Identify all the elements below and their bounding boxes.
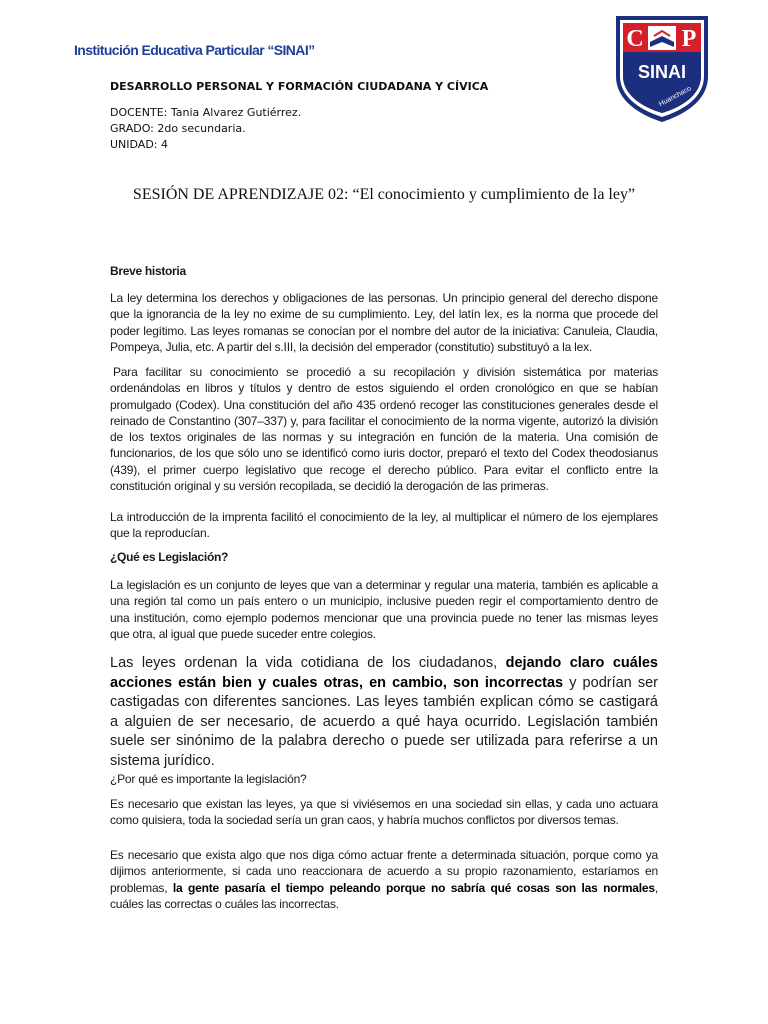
legislation-paragraph-2-bold: dejando claro cuáles acciones están bien y cuales otras, en cambio, son incorrectas [110,655,658,691]
logo-place: Huanchaco [658,85,693,109]
importance-heading: ¿Por qué es importante la legislación? [110,772,307,786]
importance-paragraph-2-bold: la gente pasaría el tiempo peleando porque no sabría qué cosas son las normales [172,880,655,895]
school-name: Institución Educativa Particular “SINAI” [74,42,315,58]
history-paragraph-1: La ley determina los derechos y obligaciones de las personas. Un principio general del derecho dispone que la ignorancia de la ley no exime de su cumplimiento. Ley, del latín lex, es la norma que procede del poder legítimo. Las leyes romanas se conocían por el nombre del autor de la iniciativa: Canuleia, Claudia, Pompeya, Julia, etc. A partir del s.III, la decisión del emperador (constitutio) substituyó a la lex. [110,291,658,354]
teacher-line: DOCENTE: Tania Alvarez Gutiérrez. [110,106,302,119]
history-paragraph-3: La introducción de la imprenta facilitó el conocimiento de la ley, al multiplicar el número de los ejemplares que la reproducían. [110,510,658,541]
unit-line: UNIDAD: 4 [110,138,168,151]
history-heading: Breve historia [110,264,186,278]
importance-paragraph-2-text-a: Es necesario que exista algo que nos diga cómo actuar frente a determinada situación, porque como ya dijimos anteriormente, si cada uno reaccionara de acuerdo a su propio razonamiento, estaríamos en problemas, [110,848,658,895]
session-title: SESIÓN DE APRENDIZAJE 02: “El conocimiento y cumplimiento de la ley” [132,186,636,203]
importance-paragraph-2 [110,847,658,912]
history-paragraph-2: Para facilitar su conocimiento se procedió a su recopilación y división sistemática por materias ordenándolas en libros y títulos y dentro de estos siguiendo el orden cronológico en que se habían promulgado (Codex). Una constitución del año 435 ordenó recoger las constituciones generales desde el reinado de Constantino (307–337) y, para facilitar el conocimiento de la norma vigente, autorizó la división de los textos originales de las normas y su integración en función de la materia. Una comisión de funcionarios, de los que sólo uno se identificó como iuris doctor, preparó el texto del Codex theodosianus (439), el primer cuerpo legislativo que recoge el derecho público. Para evitar el conflicto entre la constitución original y su versión recopilada, se decidió la derogación de las primeras. [110,365,658,494]
logo-letter-p: P [681,26,697,52]
importance-paragraph-2-text-b: , cuáles las correctas o cuáles las incorrectas. [110,880,659,911]
course-title: DESARROLLO PERSONAL Y FORMACIÓN CIUDADANA Y CÍVICA [110,80,489,93]
school-logo-icon [610,14,714,124]
grade-line: GRADO: 2do secundaria. [110,122,246,135]
legislation-paragraph-2-text-a: Las leyes ordenan la vida cotidiana de los ciudadanos, [110,655,506,671]
legislation-paragraph-1: La legislación es un conjunto de leyes que van a determinar y regular una materia, también es aplicable a una región tal como un país entero o un municipio, inclusive pueden regir el comportamiento dentro de una institución, como ejemplo podemos mencionar que una provincia puede no tener las mismas leyes que otra, al igual que puede suceder entre colegios. [110,578,658,641]
legislation-paragraph-2 [110,654,658,772]
legislation-paragraph-2-text-b: y podrían ser castigadas con diferentes sanciones. Las leyes también explican cómo se castigará a alguien de ser necesario, de acuerdo a qué haya ocurrido. Legislación también suele ser sinónimo de la palabra derecho o puede ser utilizada para referirse a un sistema jurídico. [110,674,658,769]
logo-letter-c: C [626,26,644,52]
importance-paragraph-1: Es necesario que existan las leyes, ya que si viviésemos en una sociedad sin ellas, y cada uno actuara como quisiera, toda la sociedad sería un gran caos, y habría muchos conflictos por diversos temas. [110,797,658,828]
logo-name: SINAI [637,62,687,82]
legislation-heading: ¿Qué es Legislación? [110,550,229,564]
